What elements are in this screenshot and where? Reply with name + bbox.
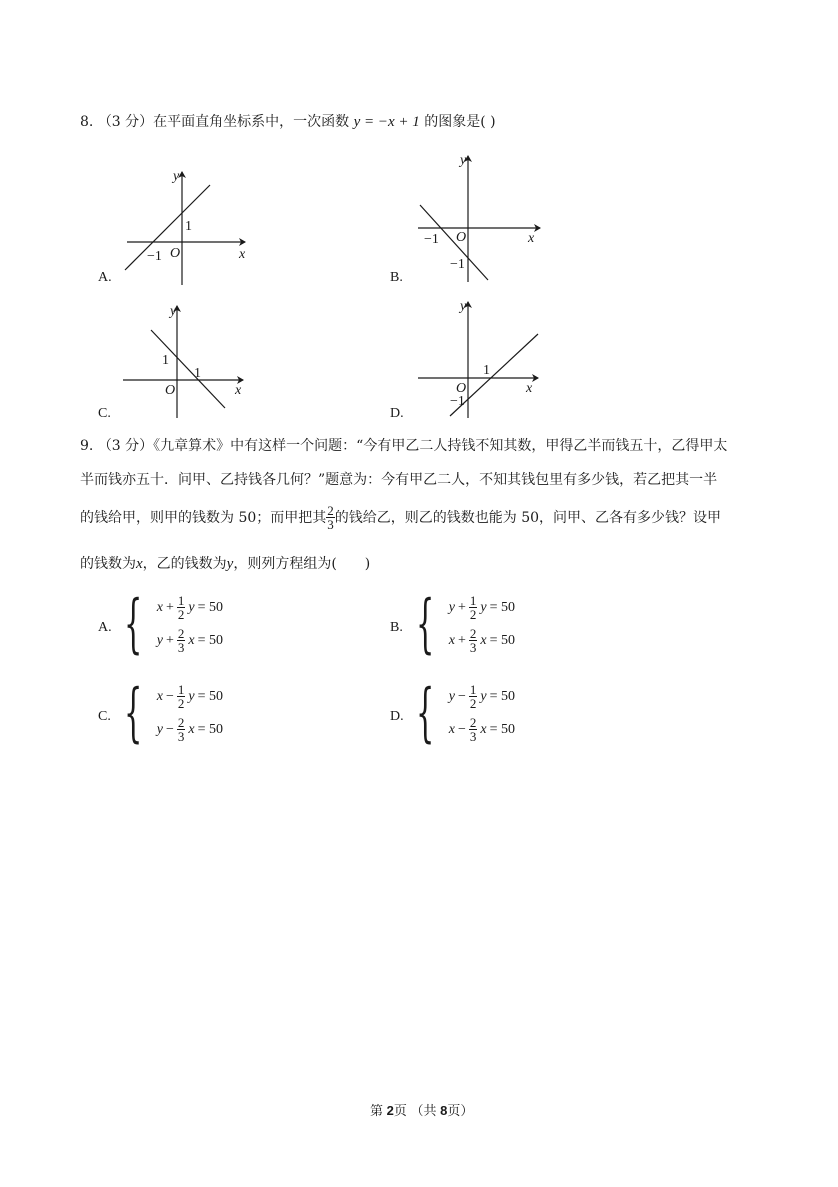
q8-graph-a <box>115 160 265 285</box>
eq-var: x <box>448 721 455 737</box>
q9-option-c-system <box>124 676 223 750</box>
q9-option-a-label: A. <box>98 620 112 635</box>
fraction-denominator: 3 <box>177 640 185 655</box>
eq-fraction <box>469 594 478 621</box>
eq-var: x <box>156 599 163 615</box>
footer-middle: 页 （共 <box>393 1103 441 1118</box>
eq-rhs: = 50 <box>197 721 223 737</box>
fraction-numerator: 2 <box>469 626 477 641</box>
q9-line-4 <box>80 554 370 574</box>
mark-1: −1 <box>424 232 439 247</box>
footer-page-number: 2 <box>386 1103 394 1118</box>
q9-line-4-c: ，则列方程组为( ) <box>233 556 371 572</box>
eq-op: − <box>457 721 466 737</box>
eq-op: − <box>165 688 174 704</box>
brace-icon: { <box>416 587 435 661</box>
eq-var: x <box>188 632 195 648</box>
q9-line-1 <box>80 436 727 456</box>
fraction-numerator: 1 <box>177 682 185 697</box>
eq-var: y <box>448 688 455 704</box>
eq-rhs: = 50 <box>489 632 515 648</box>
q9-option-d-system <box>416 676 515 750</box>
eq-fraction <box>177 594 186 621</box>
eq-rhs: = 50 <box>197 688 223 704</box>
q8-graph-b <box>410 150 560 285</box>
eq-rhs: = 50 <box>489 599 515 615</box>
mark-1: 1 <box>185 219 192 234</box>
q9-var-x: x <box>136 556 143 572</box>
eq-rhs: = 50 <box>489 721 515 737</box>
eq-fraction <box>177 627 186 654</box>
equation-row-1 <box>449 594 515 621</box>
q8-option-c-label: C. <box>98 406 111 421</box>
eq-var: y <box>188 599 195 615</box>
equation-row-2 <box>157 716 223 743</box>
mark-2: 1 <box>194 366 201 381</box>
fraction-numerator: 1 <box>177 593 185 608</box>
fraction-numerator: 2 <box>469 715 477 730</box>
eq-var: y <box>480 688 487 704</box>
fraction-numerator: 2 <box>177 715 185 730</box>
y-axis-label: y <box>170 304 177 319</box>
q9-line-4-a: 的钱数为 <box>80 556 136 572</box>
equation-row-2 <box>449 627 515 654</box>
footer-total-pages: 8 <box>440 1103 448 1118</box>
function-line <box>125 185 210 270</box>
eq-rhs: = 50 <box>197 599 223 615</box>
fraction-numerator: 2 <box>177 626 185 641</box>
q9-score: （3 分） <box>97 438 154 454</box>
eq-fraction <box>177 716 186 743</box>
fraction-numerator: 1 <box>469 682 477 697</box>
fraction-numerator: 1 <box>469 593 477 608</box>
x-axis-label: x <box>526 381 533 396</box>
eq-var: y <box>156 721 163 737</box>
equation-row-1 <box>449 683 515 710</box>
footer-prefix: 第 <box>370 1103 387 1118</box>
fraction-denominator: 3 <box>177 729 185 744</box>
fraction-denominator: 3 <box>469 729 477 744</box>
mark-2: −1 <box>450 394 465 409</box>
q9-option-a-system <box>124 587 223 661</box>
equation-row-2 <box>157 627 223 654</box>
eq-op: − <box>457 688 466 704</box>
q8-graph-c <box>115 300 265 420</box>
eq-fraction <box>469 627 478 654</box>
origin-label: O <box>456 230 467 245</box>
eq-fraction <box>177 683 186 710</box>
mark-1: 1 <box>162 353 169 368</box>
origin-label: O <box>165 383 176 398</box>
eq-op: + <box>457 599 466 615</box>
q8-formula: y = −x + 1 <box>353 114 420 130</box>
q9-line-4-b: ，乙的钱数为 <box>142 556 227 572</box>
footer-suffix: 页） <box>447 1103 474 1118</box>
q9-line-3-a: 的钱给甲，则甲的钱数为 50；而甲把其 <box>80 509 327 526</box>
q8-score: （3 分） <box>97 114 154 130</box>
q9-fraction <box>326 504 335 531</box>
mark-2: −1 <box>450 257 465 272</box>
q9-line-3 <box>80 504 721 531</box>
equation-row-2 <box>449 716 515 743</box>
equation-row-1 <box>157 594 223 621</box>
eq-var: x <box>188 721 195 737</box>
q9-number: 9. <box>80 438 94 454</box>
q8-option-d-label: D. <box>390 406 404 421</box>
eq-var: x <box>480 721 487 737</box>
eq-rhs: = 50 <box>197 632 223 648</box>
q9-option-b-label: B. <box>390 620 403 635</box>
q8-stem <box>80 112 496 132</box>
q8-text-after: 的图象是( ) <box>424 114 496 130</box>
q9-option-c-label: C. <box>98 709 111 724</box>
q9-line-1-text: 《九章算术》中有这样一个问题：“今有甲乙二人持钱不知其数，甲得乙半而钱五十，乙得甲太 <box>153 438 728 454</box>
origin-label: O <box>456 381 467 396</box>
function-line <box>151 330 225 408</box>
brace-icon: { <box>124 587 143 661</box>
q8-graph-d <box>410 298 560 420</box>
q9-var-y: y <box>226 556 234 572</box>
eq-var: y <box>188 688 195 704</box>
eq-rhs: = 50 <box>489 688 515 704</box>
equation-row-1 <box>157 683 223 710</box>
x-axis-label: x <box>528 231 535 246</box>
eq-fraction <box>469 716 478 743</box>
eq-var: x <box>448 632 455 648</box>
q8-number: 8. <box>80 114 94 130</box>
q8-text-before: 在平面直角坐标系中，一次函数 <box>153 114 350 130</box>
eq-var: y <box>448 599 455 615</box>
fraction-denominator: 3 <box>469 640 477 655</box>
y-axis-label: y <box>460 153 467 168</box>
eq-var: y <box>156 632 163 648</box>
fraction-numerator: 2 <box>327 503 334 518</box>
q8-option-a-label: A. <box>98 270 112 285</box>
eq-fraction <box>469 683 478 710</box>
mark-1: 1 <box>483 363 490 378</box>
q9-line-3-b: 的钱给乙，则乙的钱数也能为 50，问甲、乙各有多少钱？设甲 <box>334 509 722 526</box>
page-footer <box>370 1100 473 1119</box>
y-axis-label: y <box>460 299 467 314</box>
q9-option-d-label: D. <box>390 709 404 724</box>
y-axis-label: y <box>173 169 180 184</box>
eq-op: + <box>457 632 466 648</box>
fraction-denominator: 2 <box>177 607 185 622</box>
x-axis-label: x <box>235 383 242 398</box>
fraction-denominator: 2 <box>469 607 477 622</box>
eq-var: y <box>480 599 487 615</box>
mark-2: −1 <box>147 249 162 264</box>
brace-icon: { <box>124 676 143 750</box>
q9-line-2: 半而钱亦五十．问甲、乙持钱各几何？”题意为：今有甲乙二人，不知其钱包里有多少钱，若乙把其一半 <box>80 472 718 488</box>
eq-var: x <box>156 688 163 704</box>
eq-op: + <box>165 632 174 648</box>
brace-icon: { <box>416 676 435 750</box>
fraction-denominator: 2 <box>469 696 477 711</box>
x-axis-label: x <box>239 247 246 262</box>
eq-op: − <box>165 721 174 737</box>
fraction-denominator: 2 <box>177 696 185 711</box>
fraction-denominator: 3 <box>327 517 334 532</box>
q9-option-b-system <box>416 587 515 661</box>
eq-op: + <box>165 599 174 615</box>
origin-label: O <box>170 246 181 261</box>
q8-option-b-label: B. <box>390 270 403 285</box>
eq-var: x <box>480 632 487 648</box>
